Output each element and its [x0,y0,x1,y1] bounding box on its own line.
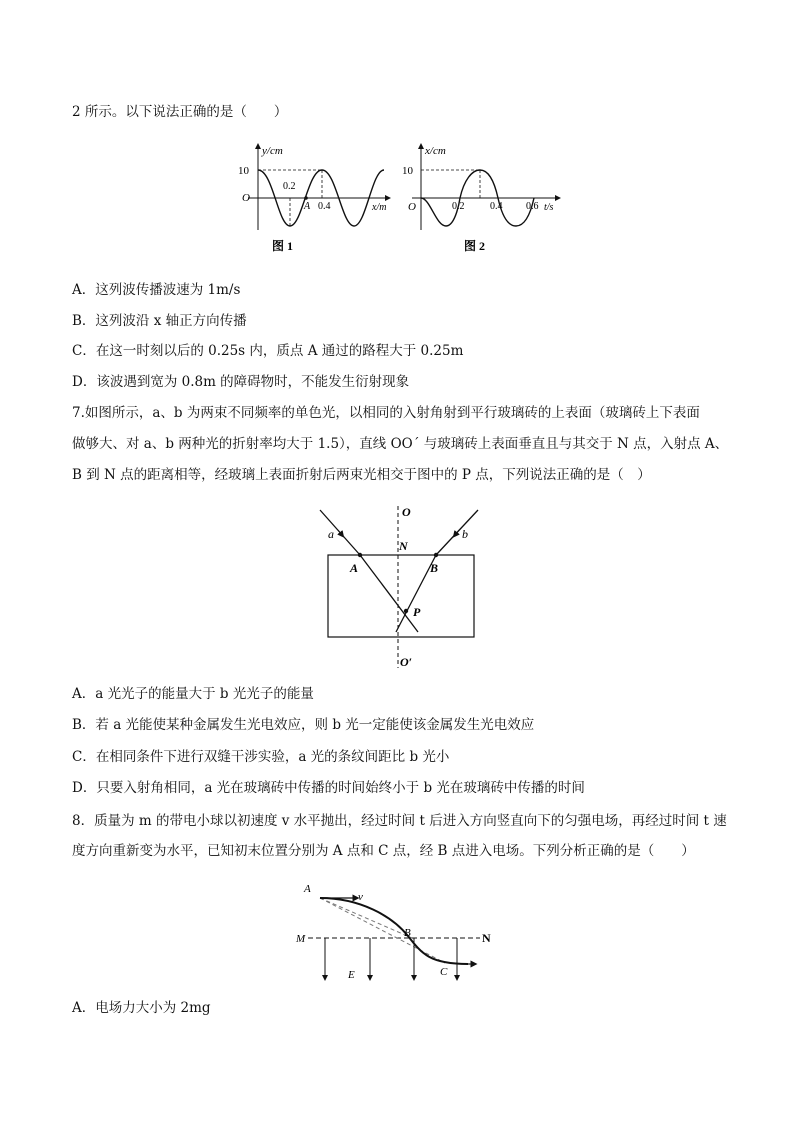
label-ray-b: b [462,527,468,541]
projectile-field-figure [290,870,510,985]
q7-stem-line-3: B 到 N 点的距离相等，经玻璃上表面折射后两束光相交于图中的 P 点，下列说法正确的是（ ） [72,467,651,483]
label-b-point: B [430,561,439,575]
label-o: O [402,505,411,519]
fig2-caption: 图 2 [464,239,486,253]
q7-option-b: B．若 a 光能使某种金属发生光电效应，则 b 光一定能使该金属发生光电效应 [72,717,535,733]
fig1-value-10: 10 [238,165,249,177]
q7-option-d: D．只要入射角相同，a 光在玻璃砖中传播的时间始终小于 b 光在玻璃砖中传播的时间 [72,780,585,796]
q8-option-a: A．电场力大小为 2mg [72,1000,211,1016]
figure-1-wave-graph [238,144,390,253]
q6-option-d: D．该波遇到宽为 0.8m 的障碍物时，不能发生衍射现象 [72,374,410,390]
q7-stem-line-2: 做够大、对 a、b 两种光的折射率均大于 1.5），直线 OO´ 与玻璃砖上表面垂直且与其交于 N 点，入射点 A、 [72,436,729,452]
q6-stem-tail: 2 所示。以下说法正确的是（ ） [72,104,288,120]
label-v: v [358,891,363,903]
label-ray-a: a [328,527,334,541]
fig2-tick-0.6: 0.6 [526,201,539,212]
label-n: N [482,931,491,945]
q7-option-c: C．在相同条件下进行双缝干涉实验，a 光的条纹间距比 b 光小 [72,749,450,765]
label-m: M [296,933,306,945]
fig1-x-label: x/m [372,202,387,213]
glass-slab-figure [300,500,500,675]
fig1-point-a: A [304,201,311,212]
q6-option-b: B．这列波沿 x 轴正方向传播 [72,313,247,329]
fig1-origin: O [242,192,250,204]
label-c: C [440,966,448,978]
fig2-x-label: t/s [544,202,554,213]
label-b: B [404,927,411,939]
fig2-tick-0.4: 0.4 [490,201,503,212]
fig2-origin: O [408,201,416,213]
q6-option-a: A．这列波传播波速为 1m/s [72,282,241,298]
figure-2-vibration-graph [402,144,560,253]
fig2-tick-0.2: 0.2 [452,201,465,212]
label-e: E [348,969,355,981]
label-a-point: A [350,561,359,575]
q8-stem-line-1: 8．质量为 m 的带电小球以初速度 v 水平抛出，经过时间 t 后进入方向竖直向下的匀强电场，再经过时间 t 速 [72,813,727,829]
fig1-caption: 图 1 [272,239,294,253]
label-o-prime: O′ [400,655,413,669]
fig1-y-label: y/cm [262,145,283,157]
label-a: A [304,883,311,895]
ray-a-refracted [360,555,418,632]
label-p: P [413,605,421,619]
fig1-tick-0.4: 0.4 [318,201,331,212]
fig2-value-10: 10 [402,165,413,177]
wave-figures [228,140,568,260]
q7-option-a: A．a 光光子的能量大于 b 光光子的能量 [72,686,314,702]
fig1-tick-0.2: 0.2 [283,181,296,192]
label-n: N [399,539,408,553]
fig2-y-label: x/cm [425,145,446,157]
q8-stem-line-2: 度方向重新变为水平，已知初末位置分别为 A 点和 C 点，经 B 点进入电场。下列分析正确的是（ ） [72,843,695,859]
q6-option-c: C．在这一时刻以后的 0.25s 内，质点 A 通过的路程大于 0.25m [72,343,464,359]
q7-stem-line-1: 7.如图所示，a、b 为两束不同频率的单色光，以相同的入射角射到平行玻璃砖的上表面（玻璃砖上下表面 [72,405,700,421]
